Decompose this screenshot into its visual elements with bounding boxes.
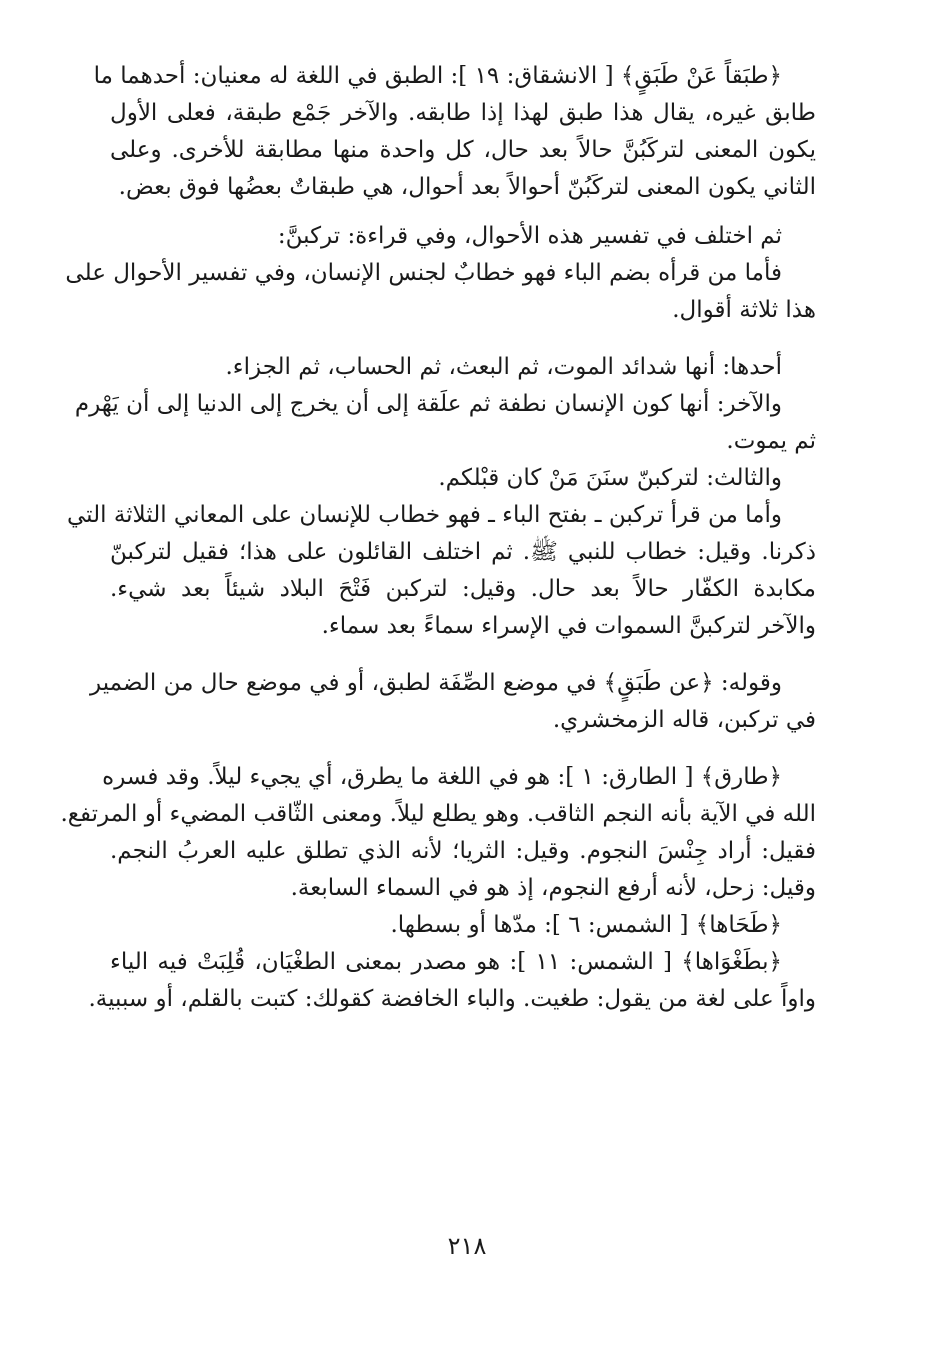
paragraph-ahaduha: [110, 349, 816, 386]
text-line: أحدها: أنها شدائد الموت، ثم البعث، ثم الحساب، ثم الجزاء.: [225, 354, 782, 380]
text-line: وقوله: ﴿عن طَبَقٍ﴾ في موضع الصِّفَة لطبق، أو في موضع حال من الضمير: [90, 670, 782, 696]
paragraph-fathat-albaa: [67, 497, 816, 645]
text-line: والآخر: أنها كون الإنسان نطفة ثم علَقة إلى أن يخرج إلى الدنيا إلى أن يَهْرم: [74, 391, 782, 417]
paragraph-tariq: [60, 759, 816, 907]
paragraph-qawluhu: [90, 665, 816, 739]
paragraph-tahaha: [110, 907, 816, 944]
text-line: واواً على لغة من يقول: طغيت. والباء الخافضة كقولك: كتبت بالقلم، أو سببية.: [88, 986, 816, 1012]
text-line: ﴿طارق﴾ [ الطارق: ١ ]: هو في اللغة ما يطرق، أي يجيء ليلاً. وقد فسره: [102, 764, 782, 790]
text-line: مكابدة الكفّار حالاً بعد حال. وقيل: لتركبن فَتْحَ البلاد شيئاً بعد شيء.: [110, 576, 816, 602]
page-number: ٢١٨: [447, 1232, 487, 1260]
text-line: فقيل: أراد جِنْسَ النجوم. وقيل: الثريا؛ لأنه الذي تطلق عليه العربُ النجم.: [110, 838, 816, 864]
paragraph-bitaghwaha: [88, 944, 816, 1018]
text-line: يكون المعنى لتركَبُنَّ حالاً بعد حال، كل واحدة منها مطابقة للأخرى. وعلى: [110, 137, 816, 163]
text-line: ثم يموت.: [726, 428, 816, 454]
paragraph-dammat-albaa: [65, 255, 816, 329]
text-line: والثالث: لتركبنّ سنَنَ مَنْ كان قبْلكم.: [438, 465, 782, 491]
text-line: والآخر لتركبنَّ السموات في الإسراء سماءً بعد سماء.: [321, 613, 816, 639]
text-line: ﴿طبَقاً عَنْ طَبَقٍ﴾ [ الانشقاق: ١٩ ]: الطبق في اللغة له معنيان: أحدهما ما: [93, 63, 782, 89]
text-line: ذكرنا. وقيل: خطاب للنبي ﷺ. ثم اختلف القائلون على هذا؛ فقيل لتركبنّ: [110, 539, 816, 565]
text-line: ثم اختلف في تفسير هذه الأحوال، وفي قراءة: تركبنَّ:: [277, 223, 782, 249]
paragraph-althalith: [110, 460, 816, 497]
paragraph-ikhtilaf: [110, 218, 816, 255]
text-line: وقيل: زحل، لأنه أرفع النجوم، إذ هو في السماء السابعة.: [290, 875, 816, 901]
text-line: طابق غيره، يقال هذا طبق لهذا إذا طابقه. والآخر جَمْع طبقة، فعلى الأول: [110, 100, 816, 126]
paragraph-tabaqan: [93, 58, 816, 206]
text-line: ﴿طَحَاها﴾ [ الشمس: ٦ ]: مدّها أو بسطها.: [390, 912, 782, 938]
paragraph-alakhar: [74, 386, 816, 460]
text-line: فأما من قرأه بضم الباء فهو خطابٌ لجنس الإنسان، وفي تفسير الأحوال على: [65, 260, 782, 286]
text-line: وأما من قرأ تركبن ـ بفتح الباء ـ فهو خطاب للإنسان على المعاني الثلاثة التي: [67, 502, 782, 528]
text-line: الثاني يكون المعنى لتركَبُنّ أحوالاً بعد أحوال، هي طبقاتٌ بعضُها فوق بعض.: [118, 174, 816, 200]
text-line: الله في الآية بأنه النجم الثاقب. وهو يطلع ليلاً. ومعنى الثّاقب المضيء أو المرتفع.: [60, 801, 816, 827]
text-line: هذا ثلاثة أقوال.: [672, 297, 816, 323]
text-line: في تركبن، قاله الزمخشري.: [552, 707, 816, 733]
text-line: ﴿بطَغْوَاها﴾ [ الشمس: ١١ ]: هو مصدر بمعنى الطغْيَان، قُلِبَتْ فيه الياء: [110, 949, 782, 975]
